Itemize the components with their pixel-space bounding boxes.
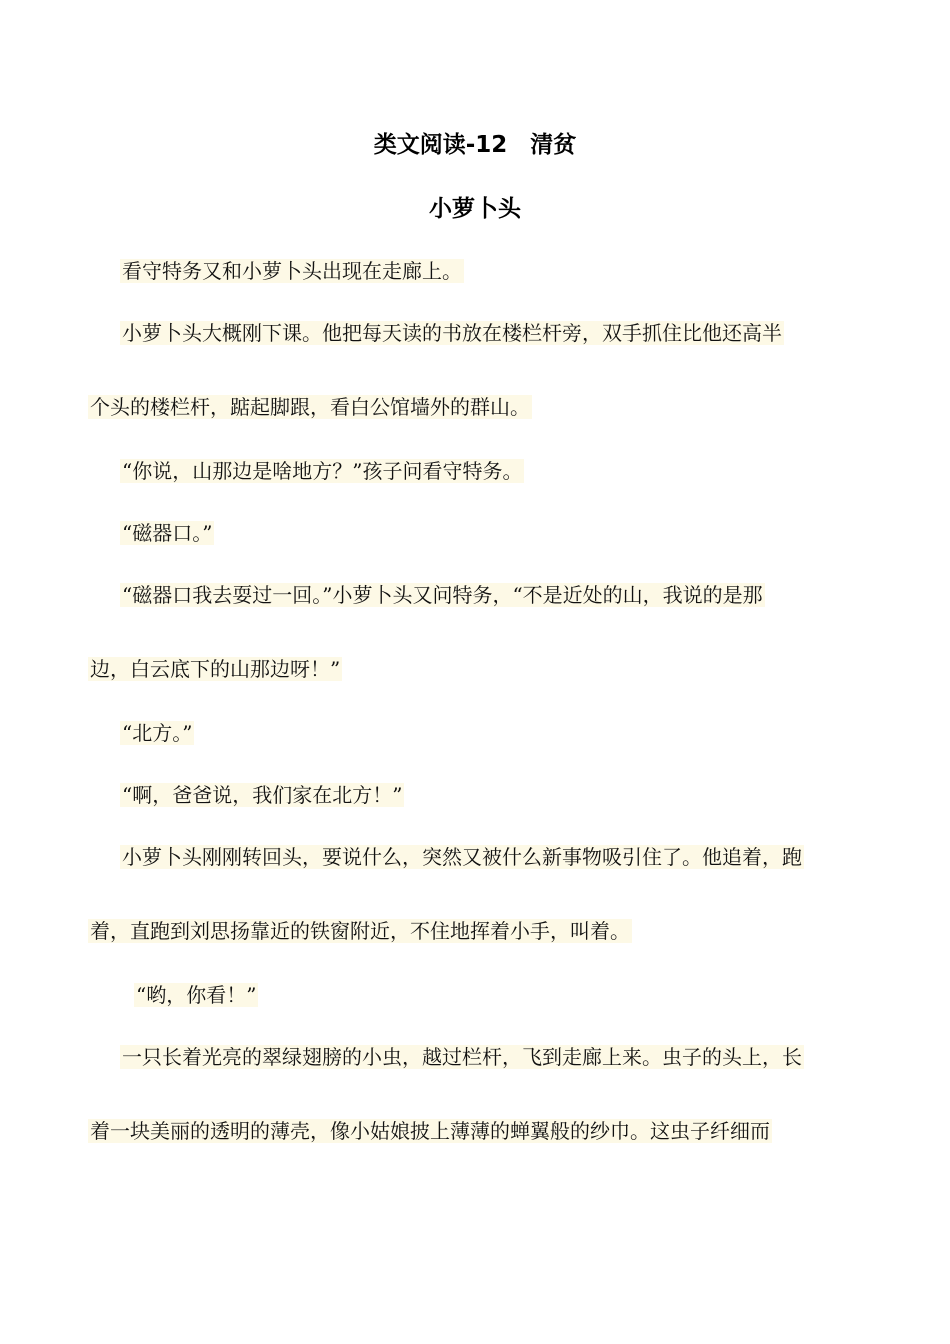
paragraph-line: 看守特务又和小萝卜头出现在走廊上。	[122, 259, 462, 283]
paragraph-line: 着，直跑到刘思扬靠近的铁窗附近，不住地挥着小手，叫着。	[90, 919, 630, 943]
document-title: 类文阅读-12 清贫	[373, 132, 577, 158]
paragraph-line: 着一块美丽的透明的薄壳，像小姑娘披上薄薄的蝉翼般的纱巾。这虫子纤细而	[90, 1119, 770, 1143]
paragraph-line: “哟，你看！”	[136, 983, 257, 1007]
paragraph-line: 一只长着光亮的翠绿翅膀的小虫，越过栏杆，飞到走廊上来。虫子的头上，长	[122, 1045, 802, 1069]
paragraph-line: “磁器口。”	[122, 521, 213, 545]
paragraph-line: 小萝卜头刚刚转回头，要说什么，突然又被什么新事物吸引住了。他追着，跑	[122, 845, 802, 869]
document-subtitle: 小萝卜头	[429, 196, 521, 222]
paragraph-line: 个头的楼栏杆，踮起脚跟，看白公馆墙外的群山。	[90, 395, 530, 419]
paragraph-line: 小萝卜头大概刚下课。他把每天读的书放在楼栏杆旁，双手抓住比他还高半	[122, 321, 782, 345]
paragraph-line: 边，白云底下的山那边呀！”	[90, 657, 341, 681]
paragraph-line: “磁器口我去耍过一回。”小萝卜头又问特务，“不是近处的山，我说的是那	[122, 583, 763, 607]
paragraph-line: “你说，山那边是啥地方？”孩子问看守特务。	[122, 459, 523, 483]
paragraph-line: “啊，爸爸说，我们家在北方！”	[122, 783, 403, 807]
paragraph-line: “北方。”	[122, 721, 193, 745]
